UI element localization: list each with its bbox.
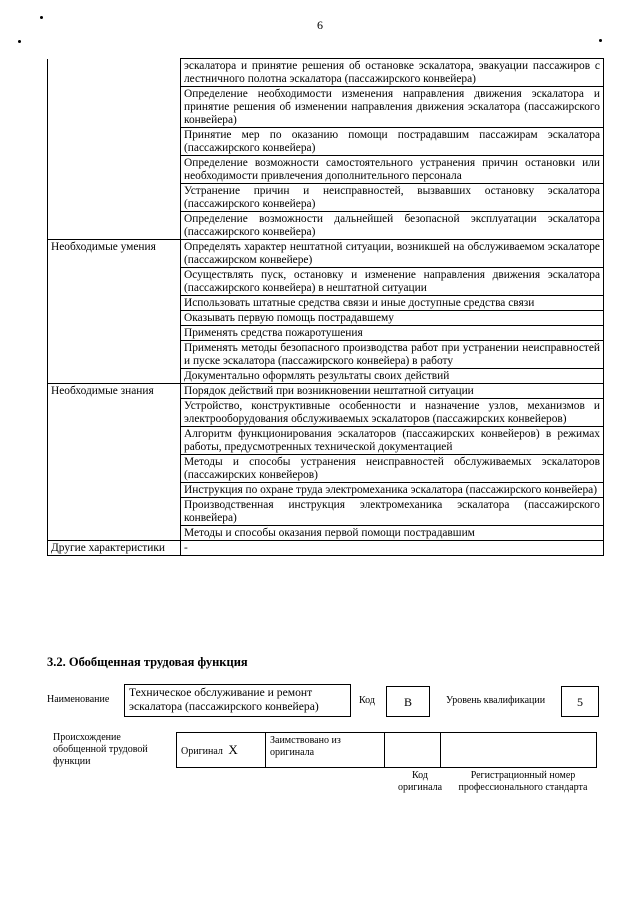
row-label xyxy=(48,212,181,240)
row-label xyxy=(48,268,181,296)
table-row xyxy=(48,427,604,455)
reg-number-caption: Регистрационный номер профессионального стандарта xyxy=(458,770,588,793)
original-mark: X xyxy=(228,742,238,757)
row-label xyxy=(48,156,181,184)
row-content: Устранение причин и неисправностей, вызвавших остановку эскалатора (пассажирского конвейера) xyxy=(181,184,604,212)
table-row xyxy=(48,311,604,326)
row-label xyxy=(48,87,181,128)
borrowed-cell xyxy=(266,733,385,768)
row-label: Другие характеристики xyxy=(48,541,181,556)
row-content: Определение возможности дальнейшей безопасной эксплуатации эскалатора (пассажирского конвейера) xyxy=(181,212,604,240)
row-label xyxy=(48,526,181,541)
table-row xyxy=(48,128,604,156)
table-row xyxy=(48,87,604,128)
row-label xyxy=(48,341,181,369)
row-content: Определение возможности самостоятельного устранения причин остановки или необходимости привлечения дополнительного персонала xyxy=(181,156,604,184)
row-content: Применять методы безопасного производства работ при устранении неисправностей и пуске эскалатора (пассажирского конвейера) в работу xyxy=(181,341,604,369)
row-label xyxy=(48,455,181,483)
table-row xyxy=(48,296,604,311)
row-label xyxy=(48,498,181,526)
code-original-cell xyxy=(385,733,441,768)
table-row xyxy=(48,399,604,427)
scan-dot xyxy=(599,39,602,42)
row-content: Методы и способы оказания первой помощи пострадавшим xyxy=(181,526,604,541)
row-label xyxy=(48,483,181,498)
table-row xyxy=(48,541,604,556)
row-content: Принятие мер по оказанию помощи пострадавшим пассажирам эскалатора (пассажирского конвейера) xyxy=(181,128,604,156)
row-content: Определение необходимости изменения направления движения эскалатора и принятие решения об изменении направления движения эскалатора (пассажирского конвейера) xyxy=(181,87,604,128)
row-content: Порядок действий при возникновении нештатной ситуации xyxy=(181,384,604,399)
row-label xyxy=(48,427,181,455)
row-content: Использовать штатные средства связи и иные доступные средства связи xyxy=(181,296,604,311)
row-content: Документально оформлять результаты своих действий xyxy=(181,369,604,384)
row-label xyxy=(48,128,181,156)
name-field: Техническое обслуживание и ремонт эскалатора (пассажирского конвейера) xyxy=(124,684,351,717)
origin-label: Происхождение обобщенной трудовой функции xyxy=(53,732,148,767)
code-original-caption: Код оригинала xyxy=(397,770,443,793)
scan-dot xyxy=(18,40,21,43)
code-label: Код xyxy=(359,695,375,706)
row-content: Оказывать первую помощь пострадавшему xyxy=(181,311,604,326)
row-content: Осуществлять пуск, остановку и изменение направления движения эскалатора (пассажирского конвейера) в нештатной ситуации xyxy=(181,268,604,296)
table-row xyxy=(48,156,604,184)
table-row xyxy=(48,268,604,296)
row-content: Методы и способы устранения неисправностей обслуживаемых эскалаторов (пассажирских конвейеров) xyxy=(181,455,604,483)
level-field: 5 xyxy=(561,686,599,717)
name-label: Наименование xyxy=(47,694,110,705)
row-content: Алгоритм функционирования эскалаторов (пассажирских конвейеров) в режимах работы, предусмотренных технической документацией xyxy=(181,427,604,455)
row-label xyxy=(48,399,181,427)
table-row xyxy=(48,498,604,526)
row-label xyxy=(48,369,181,384)
row-content: Определять характер нештатной ситуации, возникшей на обслуживаемом эскалаторе (пассажирском конвейере) xyxy=(181,240,604,268)
origin-table xyxy=(176,732,597,768)
row-content: Устройство, конструктивные особенности и назначение узлов, механизмов и электрооборудования обслуживаемых эскалаторов (пассажирских конвейеров) xyxy=(181,399,604,427)
row-label xyxy=(48,296,181,311)
row-label xyxy=(48,311,181,326)
table-row xyxy=(48,341,604,369)
level-label: Уровень квалификации xyxy=(446,695,546,706)
row-content: эскалатора и принятие решения об остановке эскалатора, эвакуации пассажиров с лестничного полотна эскалатора (пассажирского конвейера) xyxy=(181,59,604,87)
original-label: Оригинал xyxy=(181,746,223,757)
table-row xyxy=(48,526,604,541)
competency-table xyxy=(47,58,604,556)
row-content: - xyxy=(181,541,604,556)
table-row xyxy=(48,240,604,268)
row-label: Необходимые умения xyxy=(48,240,181,268)
table-row xyxy=(48,184,604,212)
reg-number-cell xyxy=(441,733,597,768)
row-content: Инструкция по охране труда электромеханика эскалатора (пассажирского конвейера) xyxy=(181,483,604,498)
row-label xyxy=(48,59,181,87)
table-row xyxy=(48,212,604,240)
row-label: Необходимые знания xyxy=(48,384,181,399)
page-number: 6 xyxy=(317,18,323,32)
table-row xyxy=(48,455,604,483)
borrowed-label: Заимствовано из оригинала xyxy=(270,735,341,758)
row-label xyxy=(48,184,181,212)
section-title: 3.2. Обобщенная трудовая функция xyxy=(47,655,248,669)
table-row xyxy=(48,384,604,399)
table-row xyxy=(48,369,604,384)
row-content: Производственная инструкция электромеханика эскалатора (пассажирского конвейера) xyxy=(181,498,604,526)
table-row xyxy=(48,483,604,498)
row-content: Применять средства пожаротушения xyxy=(181,326,604,341)
table-row xyxy=(48,59,604,87)
code-field: B xyxy=(386,686,430,717)
row-label xyxy=(48,326,181,341)
table-row xyxy=(48,326,604,341)
original-cell xyxy=(177,733,266,768)
